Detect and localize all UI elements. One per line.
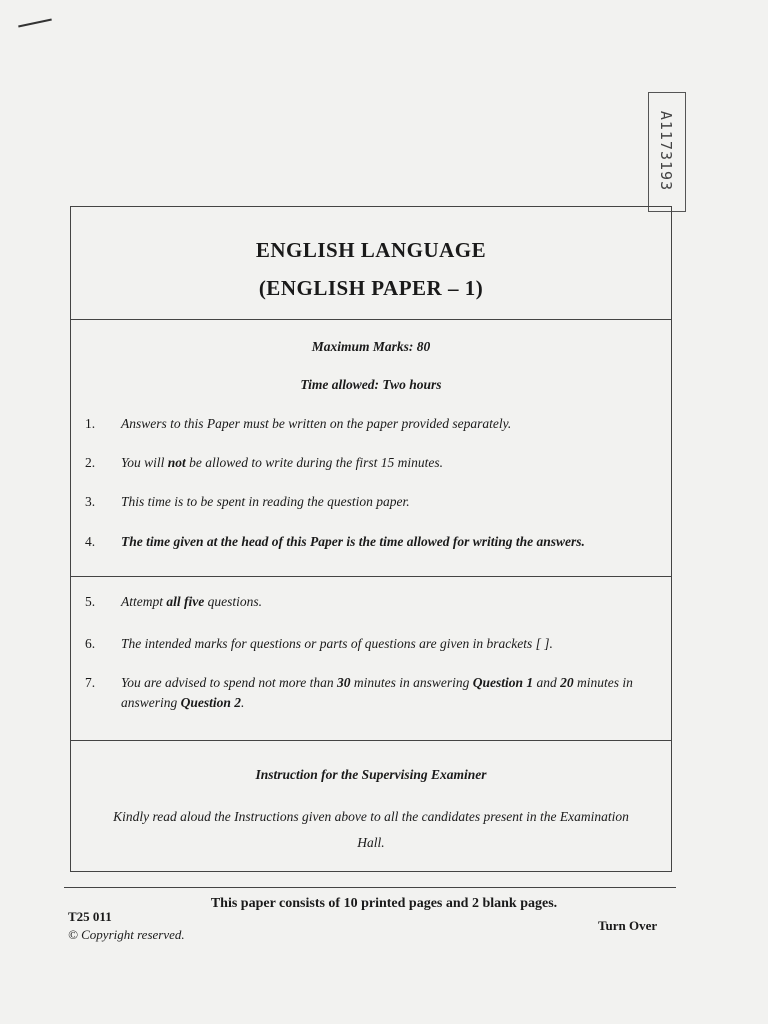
instruction-text: The time given at the head of this Paper is the time allowed for writing the answers.: [121, 534, 585, 549]
instruction-number: 7.: [85, 675, 96, 690]
title-block: [71, 231, 671, 307]
instruction-number: 6.: [85, 636, 96, 651]
divider-1: [71, 319, 671, 320]
paper-title: (ENGLISH PAPER – 1): [258, 276, 484, 300]
instruction-text: This time is to be spent in reading the question paper.: [121, 494, 410, 509]
supervisor-instruction: Kindly read aloud the Instructions given above to all the candidates present in the Examination Hall.: [113, 809, 629, 850]
serial-number: A1173193: [657, 110, 675, 192]
subject-title: ENGLISH LANGUAGE: [255, 238, 487, 262]
maximum-marks: Maximum Marks: 80: [311, 339, 431, 354]
instruction-text: Attempt all five questions.: [121, 594, 262, 609]
supervisor-heading: Instruction for the Supervising Examiner: [255, 767, 487, 782]
instruction-number: 1.: [85, 416, 96, 431]
instruction-text: Answers to this Paper must be written on the paper provided separately.: [121, 416, 512, 431]
time-allowed: Time allowed: Two hours: [300, 377, 442, 392]
divider-2: [71, 576, 671, 577]
paper-code: T25 011: [68, 909, 112, 924]
instruction-number: 3.: [85, 494, 96, 509]
instruction-number: 4.: [85, 534, 96, 549]
instruction-number: 5.: [85, 594, 96, 609]
turn-over-label: Turn Over: [598, 918, 658, 933]
page-count-note: This paper consists of 10 printed pages and 2 blank pages.: [210, 896, 558, 911]
instruction-number: 2.: [85, 455, 96, 470]
instruction-text: The intended marks for questions or parts of questions are given in brackets [ ].: [121, 636, 553, 651]
divider-3: [71, 740, 671, 741]
instruction-text: You are advised to spend not more than 30 minutes in answering Question 1 and 20 minutes in answering Question 2.: [121, 675, 633, 710]
scan-mark: [18, 18, 52, 27]
copyright-notice: © Copyright reserved.: [68, 927, 185, 942]
exam-cover-box: [70, 206, 672, 872]
instruction-text: You will not be allowed to write during the first 15 minutes.: [121, 455, 444, 470]
footer-rule: [64, 887, 676, 888]
